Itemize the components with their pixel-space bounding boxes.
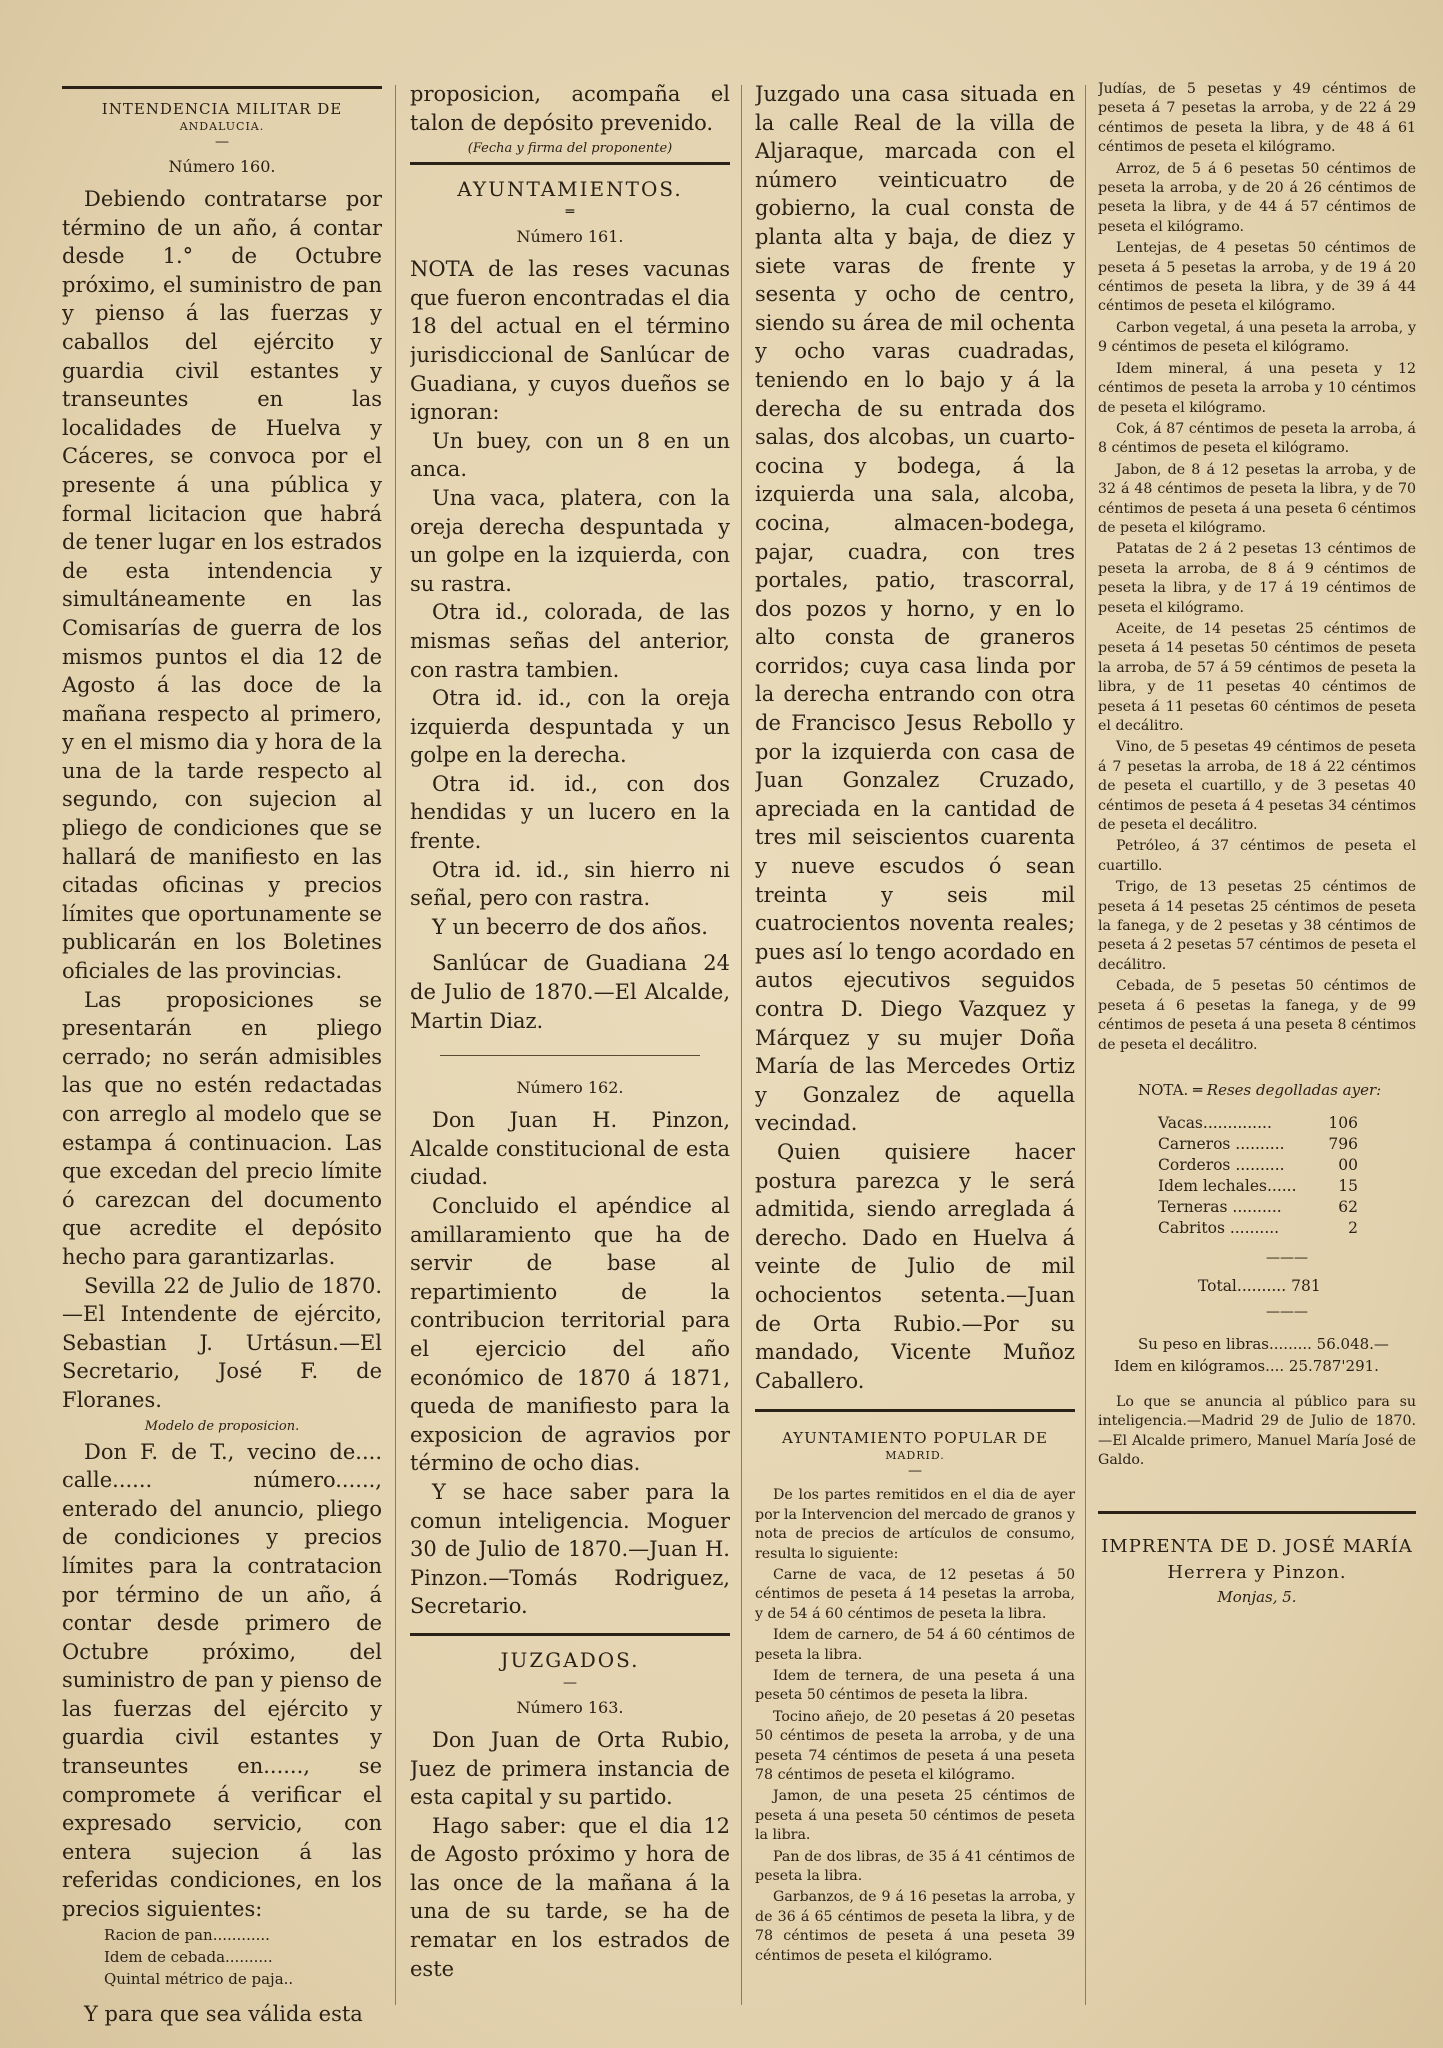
column-divider — [395, 85, 396, 2005]
section-subheader: ANDALUCIA. — [179, 120, 265, 133]
price-item: Petróleo, á 37 céntimos de peseta el cuartillo. — [1098, 838, 1416, 874]
weight-lbs: Su peso en libras......... 56.048.— — [1138, 1334, 1389, 1353]
stat-value: 106 — [1328, 1113, 1358, 1132]
notice-number: Número 163. — [516, 1697, 624, 1717]
separator-dash: ═ — [565, 204, 575, 221]
price-item: Cebada, de 5 pesetas 50 céntimos de peseta á 6 pesetas la fanega, y de 99 céntimos de peseta á una peseta 8 céntimos de peseta el decálitro. — [1098, 978, 1416, 1053]
paragraph: Don Juan de Orta Rubio, Juez de primera instancia de esta capital y su partido. — [410, 1727, 730, 1810]
total-row — [1198, 1273, 1416, 1299]
paragraph: proposicion, acompaña el talon de depósito prevenido. — [410, 82, 730, 135]
stat-label: Vacas.............. — [1158, 1113, 1272, 1132]
paragraph: Y para que sea válida esta — [84, 2001, 363, 2026]
stat-value: 2 — [1348, 1218, 1358, 1237]
section-subheader: MADRID. — [885, 1449, 945, 1463]
price-item: Carbon vegetal, á una peseta la arroba, y 9 céntimos de peseta el kilógramo. — [1098, 319, 1416, 356]
stat-label: Terneras .......... — [1158, 1197, 1282, 1216]
stat-value: 15 — [1338, 1176, 1358, 1195]
section-rule — [1098, 1511, 1416, 1514]
paragraph: Don Juan H. Pinzon, Alcalde constitucional de esta ciudad. — [410, 1108, 730, 1190]
notice-number: Número 162. — [516, 1078, 624, 1098]
stat-label: Idem lechales...... — [1158, 1176, 1297, 1195]
form-line: Quintal métrico de paja.. — [104, 1969, 294, 1988]
price-item: Garbanzos, de 9 á 16 pesetas la arroba, y de 36 á 65 céntimos de peseta la libra, y de 78 céntimos de peseta á una peseta 39 céntimos de peseta el kilógramo. — [755, 1889, 1075, 1964]
price-item: Trigo, de 13 pesetas 25 céntimos de peseta á 14 pesetas 25 céntimos de peseta la fanega, y de 2 pesetas y 38 céntimos de peseta á 2 pesetas 57 céntimos de peseta el decálitro. — [1098, 879, 1416, 973]
top-rule — [62, 86, 382, 89]
separator-dash: ——— — [1266, 1303, 1308, 1320]
price-item: Cok, á 87 céntimos de peseta la arroba, á 8 céntimos de peseta el kilógramo. — [1098, 420, 1416, 457]
price-item: Judías, de 5 pesetas y 49 céntimos de peseta á 7 pesetas la arroba, y de 22 á 29 céntimos de peseta la libra, y de 48 á 61 céntimos de peseta el kilógramo. — [1098, 81, 1416, 156]
separator-dash: ——— — [1266, 1249, 1308, 1266]
list-item: Otra id. id., sin hierro ni señal, pero con rastra. — [410, 857, 730, 911]
paragraph: Hago saber: que el dia 12 de Agosto próximo y hora de las once de la mañana á la una de su tarde, se ha de rematar en los estrados de este — [410, 1813, 730, 1981]
stat-value: 00 — [1338, 1155, 1358, 1174]
notice-number: Número 161. — [516, 227, 624, 247]
table-row — [1158, 1134, 1358, 1155]
stat-label: Corderos .......... — [1158, 1155, 1285, 1174]
paragraph: Y se hace saber para la comun inteligencia. Moguer 30 de Julio de 1870.—Juan H. Pinzon.—Tomás Rodriguez, Secretario. — [410, 1479, 730, 1619]
model-title: Modelo de proposicion. — [144, 1418, 300, 1434]
section-header: AYUNTAMIENTO POPULAR DE — [781, 1429, 1049, 1448]
column-3 — [755, 80, 1075, 1968]
price-item: Tocino añejo, de 20 pesetas á 20 pesetas 50 céntimos de peseta la arroba, y de una peseta 74 céntimos de peseta á una peseta 78 céntimos de peseta el kilógramo. — [755, 1708, 1075, 1783]
stat-value: 62 — [1338, 1197, 1358, 1216]
table-row — [1158, 1197, 1358, 1218]
list-item: Y un becerro de dos años. — [432, 914, 708, 939]
price-item: Jamon, de una peseta 25 céntimos de peseta á una peseta 50 céntimos de peseta la libra. — [755, 1788, 1075, 1844]
nota-label: NOTA. — [1138, 1080, 1189, 1099]
stat-label: Cabritos .......... — [1158, 1218, 1280, 1237]
price-item: Lentejas, de 4 pesetas 50 céntimos de peseta á 5 pesetas la arroba, y de 19 á 20 céntimos de peseta la libra, y de 39 á 44 céntimos de peseta el kilógramo. — [1098, 240, 1416, 315]
list-item: Un buey, con un 8 en un anca. — [410, 428, 730, 482]
section-title: JUZGADOS. — [500, 1647, 640, 1672]
paragraph: NOTA de las reses vacunas que fueron encontradas el dia 18 del actual en el término jurisdiccional de Sanlúcar de Guadiana, y cuyos dueños se ignoran: — [410, 257, 730, 425]
signature: Sanlúcar de Guadiana 24 de Julio de 1870.—El Alcalde, Martin Diaz. — [410, 951, 730, 1033]
list-item: Otra id. id., con la oreja izquierda despuntada y un golpe en la derecha. — [410, 686, 730, 768]
section-title: AYUNTAMIENTOS. — [457, 177, 683, 202]
price-item: Carne de vaca, de 12 pesetas á 50 céntimos de peseta á 14 pesetas la arroba, y de 54 á 60 céntimos de peseta la libra. — [755, 1566, 1075, 1622]
price-item: Idem de carnero, de 54 á 60 céntimos de peseta la libra. — [755, 1627, 1075, 1663]
column-divider — [1085, 85, 1086, 2005]
section-rule — [755, 1409, 1075, 1412]
divider — [440, 1055, 700, 1056]
list-item: Otra id. id., con dos hendidas y un lucero en la frente. — [410, 771, 730, 854]
nota-text: ═ Reses degolladas ayer: — [1193, 1080, 1382, 1099]
printer-address: Monjas, 5. — [1217, 1587, 1297, 1606]
list-item: Otra id., colorada, de las mismas señas del anterior, con rastra tambien. — [410, 600, 730, 682]
column-4 — [1098, 80, 1416, 1608]
paragraph: Debiendo contratarse por término de un año, á contar desde 1.° de Octubre próximo, el suministro de pan y pienso á las fuerzas y caballos del ejército y guardia civil estantes y transeuntes en las localidades de Huelva y Cáceres, se convoca por el presente á una pública y formal licitacion que habrá de tener lugar en los estrados de esta intendencia y simultáneamente en las Comisarías de guerra de los mismos puntos el dia 12 de Agosto á las doce de la mañana respecto al primero, y en el mismo dia y hora de la una de la tarde respecto al segundo, con sujecion al pliego de condiciones que se hallará de manifiesto en las citadas oficinas y precios límites que oportunamente se publicarán en los Boletines oficiales de las provincias. — [62, 187, 382, 984]
notice-number: Número 160. — [168, 157, 276, 176]
slaughter-table — [1158, 1113, 1358, 1239]
weight-kg: Idem en kilógramos.... 25.787'291. — [1114, 1356, 1379, 1375]
price-item: Pan de dos libras, de 35 á 41 céntimos de peseta la libra. — [755, 1848, 1075, 1885]
price-item: Patatas de 2 á 2 pesetas 13 céntimos de peseta la arroba, de 8 á 9 céntimos de peseta la libra, y de 17 á 19 céntimos de peseta el kilógramo. — [1098, 541, 1416, 616]
paragraph: Concluido el apéndice al amillaramiento que ha de servir de base al repartimiento de la contribucion territorial para el ejercicio del año económico de 1870 á 1871, queda de manifiesto para la exposicion de agravios por término de ocho dias. — [410, 1194, 730, 1476]
paragraph: Don F. de T., vecino de.... calle...... número......, enterado del anuncio, pliego de condiciones y precios límites para la contratacion por término de un año, á contar desde primero de Octubre próximo, del suministro de pan y pienso de las fuerzas del ejército y guardia civil estantes y transeuntes en......, se compromete á verificar el expresado servicio, con entera sujecion á las referidas condiciones, en los precios siguientes: — [62, 1439, 382, 1922]
separator-dash: — — [908, 1463, 922, 1480]
price-item: Idem mineral, á una peseta y 12 céntimos de peseta la arroba y 10 céntimos de peseta el kilógramo. — [1098, 360, 1416, 416]
nota-heading — [1138, 1081, 1416, 1099]
paragraph: Quien quisiere hacer postura parezca y le será admitida, siendo arreglada á derecho. Dado en Huelva á veinte de Julio de mil ochocientos setenta.—Juan de Orta Rubio.—Por su mandado, Vicente Muñoz Caballero. — [755, 1139, 1075, 1393]
table-row — [1158, 1176, 1358, 1197]
total-label: Total.......... — [1198, 1276, 1287, 1295]
price-item: Aceite, de 14 pesetas 25 céntimos de peseta á 14 pesetas 50 céntimos de peseta la arroba, de 57 á 59 céntimos de peseta la libra, y de 11 pesetas 40 céntimos de peseta á 11 pesetas 60 céntimos de peseta el decálitro. — [1098, 620, 1416, 734]
separator-dash: — — [563, 1674, 577, 1691]
form-note: (Fecha y firma del proponente) — [467, 141, 673, 157]
table-row — [1158, 1218, 1358, 1239]
paragraph: De los partes remitidos en el dia de ayer por la Intervencion del mercado de granos y nota de precios de artículos de consumo, resulta lo siguiente: — [755, 1487, 1075, 1562]
closing-paragraph: Lo que se anuncia al público para su inteligencia.—Madrid 29 de Julio de 1870.—El Alcalde primero, Manuel María José de Galdo. — [1098, 1393, 1416, 1469]
paragraph: Juzgado una casa situada en la calle Real de la villa de Aljaraque, marcada con el número veinticuatro de gobierno, la cual consta de planta alta y baja, de diez y siete varas de frente y sesenta y ocho de centro, siendo su área de mil ochenta y ocho varas cuadradas, teniendo en lo bajo y á la derecha de su entrada dos salas, dos alcobas, un cuarto-cocina y bodega, á la izquierda una sala, alcoba, cocina, almacen-bodega, pajar, cuadra, con tres portales, patio, trascorral, dos pozos y horno, y en lo alto consta de graneros corridos; cuya casa linda por la derecha entrando con otra de Francisco Jesus Rebollo y por la izquierda con casa de Juan Gonzalez Cruzado, apreciada en la cantidad de tres mil seiscientos cuarenta y nueve escudos ó sean treinta y seis mil cuatrocientos noventa reales; pues así lo tengo acordado en autos ejecutivos seguidos contra D. Diego Vazquez y Márquez y su mujer Doña María de las Mercedes Ortiz y Gonzalez de aquella vecindad. — [755, 82, 1075, 1136]
section-rule — [410, 1633, 730, 1636]
signature: Sevilla 22 de Julio de 1870. —El Intendente de ejército, Sebastian J. Urtásun.—El Secretario, José F. de Floranes. — [62, 1273, 382, 1412]
price-item: Jabon, de 8 á 12 pesetas la arroba, y de 32 á 48 céntimos de peseta la libra, y de 70 céntimos de peseta á una peseta 6 céntimos de peseta el kilógramo. — [1098, 461, 1416, 536]
list-item: Una vaca, platera, con la oreja derecha despuntada y un golpe en la izquierda, con su rastra. — [410, 485, 730, 596]
column-2 — [410, 80, 730, 1983]
stat-label: Carneros .......... — [1158, 1134, 1285, 1153]
stat-value: 796 — [1328, 1134, 1358, 1153]
price-item: Idem de ternera, de una peseta á una peseta 50 céntimos de peseta la libra. — [755, 1667, 1075, 1704]
separator-dash: — — [215, 134, 229, 150]
total-value: 781 — [1291, 1276, 1321, 1295]
form-line: Idem de cebada.......... — [104, 1947, 273, 1966]
price-item: Arroz, de 5 á 6 pesetas 50 céntimos de peseta la arroba, y de 20 á 26 céntimos de peseta la libra, y de 44 á 57 céntimos de peseta el kilógramo. — [1098, 160, 1416, 235]
printer-name: IMPRENTA DE D. JOSÉ MARÍA Herrera y Pinzon. — [1101, 1535, 1413, 1583]
table-row — [1158, 1113, 1358, 1134]
form-line: Racion de pan............ — [104, 1925, 270, 1944]
section-rule — [410, 162, 730, 165]
price-item: Vino, de 5 pesetas 49 céntimos de peseta á 7 pesetas la arroba, de 18 á 22 céntimos de peseta el cuartillo, y de 3 pesetas 40 céntimos de peseta á 4 pesetas 34 céntimos de peseta el decálitro. — [1098, 739, 1416, 834]
table-row — [1158, 1155, 1358, 1176]
paragraph: Las proposiciones se presentarán en pliego cerrado; no serán admisibles las que no estén redactadas con arreglo al modelo que se estampa á continuacion. Las que excedan del precio límite ó carezcan del documento que acredite el depósito hecho para garantizarlas. — [62, 987, 382, 1269]
section-header: INTENDENCIA MILITAR DE — [101, 100, 343, 118]
column-divider — [741, 85, 742, 2005]
column-1 — [62, 80, 382, 2028]
